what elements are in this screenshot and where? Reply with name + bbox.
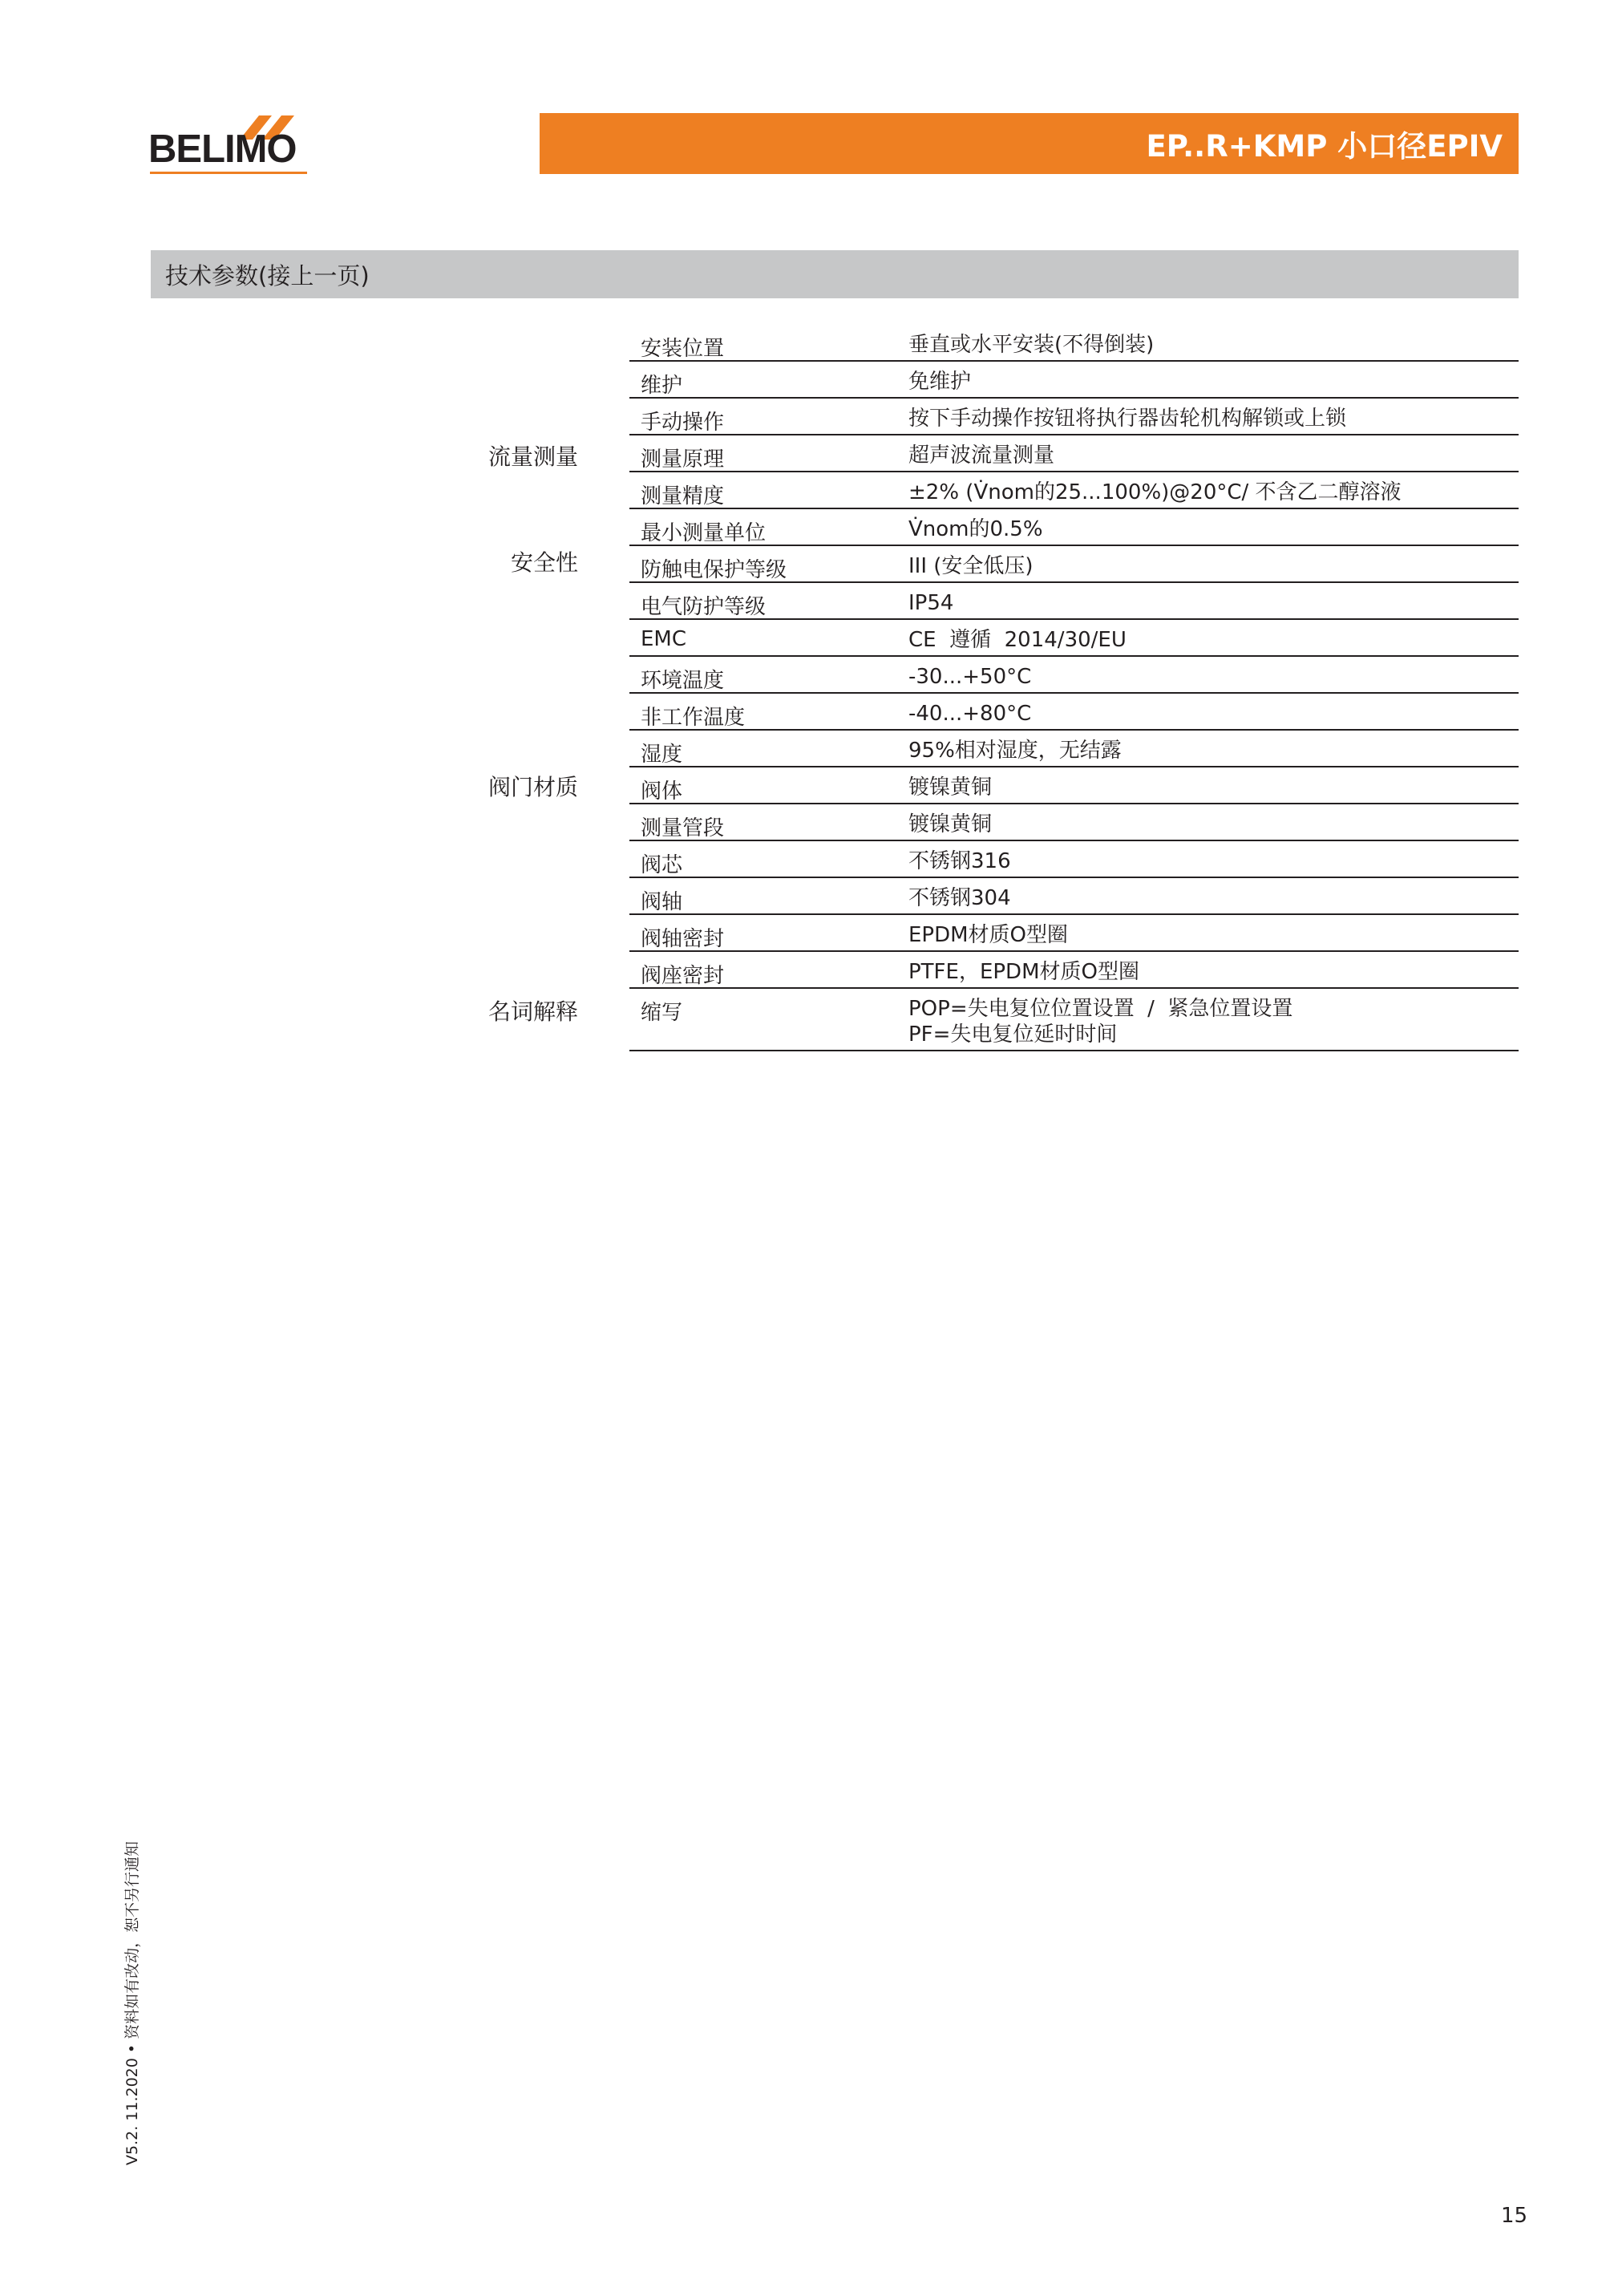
row-name: 维护: [641, 374, 683, 398]
row-value: PTFE，EPDM材质O型圈: [908, 960, 1139, 984]
row-name: 最小测量单位: [641, 521, 767, 545]
row-value: 垂直或水平安装(不得倒装): [908, 333, 1155, 357]
row-value: EPDM材质O型圈: [908, 923, 1069, 947]
row-value: 不锈钢304: [908, 886, 1011, 910]
row-value: ±2% (V̇nom的25...100%)@20°C/ 不含乙二醇溶液: [908, 480, 1402, 504]
row-name: 湿度: [641, 743, 683, 767]
row-value: 镀镍黄铜: [908, 812, 993, 836]
row-name: 阀座密封: [641, 964, 725, 988]
row-name: 手动操作: [641, 411, 725, 435]
row-value: -30...+50°C: [908, 665, 1032, 689]
table-row: [629, 509, 1519, 546]
row-value: IP54: [908, 591, 954, 615]
row-value: -40...+80°C: [908, 702, 1032, 726]
table-row: [629, 952, 1519, 989]
row-value-line-2: PF=失电复位延时时间: [908, 1022, 1118, 1047]
group-label-terms: 名词解释: [487, 998, 578, 1025]
table-row: [629, 767, 1519, 804]
row-value: CE 遵循 2014/30/EU: [908, 628, 1127, 652]
belimo-logo: [148, 112, 309, 176]
spec-table: [629, 325, 1519, 1051]
section-title: 技术参数(接上一页): [165, 261, 370, 290]
table-row: [629, 546, 1519, 583]
row-value: 不锈钢316: [908, 849, 1011, 873]
table-row: [629, 325, 1519, 362]
table-row: [629, 435, 1519, 472]
table-row: [629, 915, 1519, 952]
page-number: 15: [1501, 2204, 1528, 2228]
group-label-flow: 流量测量: [487, 443, 578, 470]
row-name: 防触电保护等级: [641, 558, 787, 582]
row-name: 测量管段: [641, 816, 725, 840]
row-name: 安装位置: [641, 337, 725, 361]
row-value: III (安全低压): [908, 554, 1034, 578]
revision-note: V5.2. 11.2020 • 资料如有改动，恕不另行通知: [123, 1840, 141, 2165]
table-row: [629, 878, 1519, 915]
row-value: 镀镍黄铜: [908, 775, 993, 800]
section-bar: [151, 250, 1519, 298]
row-value: 按下手动操作按钮将执行器齿轮机构解锁或上锁: [908, 407, 1347, 431]
row-value: [908, 996, 1292, 1047]
table-row: [629, 989, 1519, 1051]
table-row: [629, 583, 1519, 620]
row-name: 阀轴: [641, 890, 683, 914]
row-name: 测量精度: [641, 484, 725, 508]
row-name: 阀芯: [641, 853, 683, 877]
row-value: 95%相对湿度，无结露: [908, 739, 1122, 763]
table-row: [629, 362, 1519, 399]
table-row: [629, 694, 1519, 731]
row-value: V̇nom的0.5%: [908, 517, 1043, 541]
row-name: 环境温度: [641, 669, 725, 693]
row-value: 免维护: [908, 370, 972, 394]
header-bar: [540, 113, 1519, 174]
logo-underline: [150, 172, 307, 174]
row-value: 超声波流量测量: [908, 443, 1055, 468]
group-label-valve: 阀门材质: [487, 774, 578, 800]
table-row: [629, 657, 1519, 694]
header-title: EP..R+KMP 小口径EPIV: [1146, 129, 1503, 164]
logo-text: BELIMO: [148, 128, 297, 171]
table-row: [629, 399, 1519, 435]
table-row: [629, 472, 1519, 509]
table-row: [629, 620, 1519, 657]
group-label-safety: 安全性: [510, 549, 578, 576]
table-row: [629, 841, 1519, 878]
row-name: 阀体: [641, 780, 683, 804]
row-name: 测量原理: [641, 447, 725, 472]
table-row: [629, 731, 1519, 767]
row-name: EMC: [641, 627, 687, 651]
row-value-line-1: POP=失电复位位置设置 / 紧急位置设置: [908, 997, 1293, 1021]
table-row: [629, 804, 1519, 841]
row-name: 缩写: [641, 1001, 683, 1025]
row-name: 电气防护等级: [641, 595, 767, 619]
row-name: 非工作温度: [641, 706, 746, 730]
row-name: 阀轴密封: [641, 927, 725, 951]
